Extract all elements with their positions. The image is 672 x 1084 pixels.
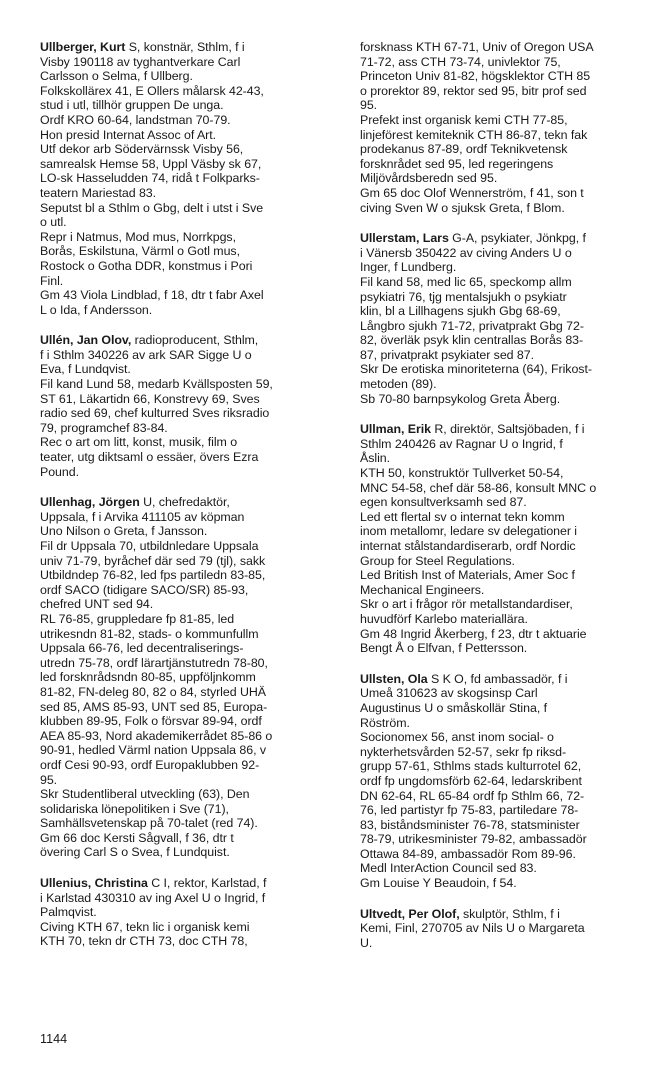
entry-text: Prefekt inst organisk kemi CTH 77-85,: [360, 112, 568, 127]
biography-entry: [40, 876, 335, 949]
entry-text: egen konsultverksamh sed 87.: [360, 495, 527, 510]
entry-text: solidariska lönepolitiken i Sve (71),: [40, 801, 229, 816]
entry-line: [360, 157, 652, 172]
entry-line: [360, 377, 652, 392]
entry-line: [40, 876, 335, 891]
entry-line: [360, 818, 652, 833]
entry-line: [360, 142, 652, 157]
entry-line: [40, 84, 335, 99]
entry-text: 81-82, FN-deleg 80, 82 o 84, styrled UHÄ: [40, 684, 266, 699]
entry-line: [40, 891, 335, 906]
entry-line: [360, 437, 652, 452]
entry-text: forsknass KTH 67-71, Univ of Oregon USA: [360, 40, 594, 54]
entry-line: [360, 451, 652, 466]
entry-line: [40, 421, 335, 436]
entry-line: [40, 920, 335, 935]
entry-text: Borås, Eskilstuna, Värml o Gotl mus,: [40, 244, 240, 259]
entry-line: [360, 246, 652, 261]
entry-line: [360, 774, 652, 789]
entry-line: [40, 362, 335, 377]
entry-text: Princeton Univ 81-82, högsklektor CTH 85: [360, 69, 591, 84]
biography-entry: [40, 495, 335, 860]
entry-line: [360, 466, 652, 481]
entry-text: 71-72, ass CTH 73-74, univlektor 75,: [360, 54, 561, 69]
entry-line: [360, 392, 652, 407]
entry-text: Carlsson o Selma, f Ullberg.: [40, 69, 193, 84]
entry-line: [360, 362, 652, 377]
entry-text: Led British Inst of Materials, Amer Soc f: [360, 568, 575, 583]
entry-text: i Karlstad 430310 av ing Axel U o Ingrid, f: [40, 890, 266, 905]
entry-text: 95.: [360, 98, 378, 113]
entry-text: Seputst bl a Sthlm o Gbg, delt i utst i Sve: [40, 200, 264, 215]
entry-line: [40, 758, 335, 773]
entry-text: radio sed 69, chef kulturred Sves riksradio: [40, 406, 270, 421]
entry-line: [360, 921, 652, 936]
entry-line: [360, 745, 652, 760]
entry-line: [360, 701, 652, 716]
entry-text: 82, överläk psyk klin centrallas Borås 83-: [360, 333, 584, 348]
entry-line: [360, 304, 652, 319]
entry-text: Augustinus U o småskollär Stina, f: [360, 700, 547, 715]
entry-text: Ordf KRO 60-64, landstman 70-79.: [40, 112, 231, 127]
entry-text: psykiatri 76, tjg mentalsjukh o psykiatr: [360, 289, 567, 304]
entry-text: 90-91, hedled Värml nation Uppsala 86, v: [40, 743, 266, 758]
entry-name: Ultvedt, Per Olof,: [360, 906, 460, 921]
entry-text: S K O, fd ambassadör, f i: [427, 671, 568, 686]
entry-line: [40, 495, 335, 510]
entry-line: [360, 201, 652, 216]
entry-line: [360, 832, 652, 847]
entry-text: samrealsk Hemse 58, Uppl Väsby sk 67,: [40, 156, 262, 171]
entry-text: 78-79, utrikesminister 79-82, ambassadör: [360, 832, 587, 847]
entry-text: ordf fp ungdomsförb 62-64, ledarskribent: [360, 773, 582, 788]
entry-line: [40, 142, 335, 157]
entry-line: [360, 55, 652, 70]
entry-line: [40, 392, 335, 407]
entry-line: [40, 714, 335, 729]
entry-line: [40, 670, 335, 685]
entry-text: Medl InterAction Council sed 83.: [360, 861, 537, 876]
entry-text: Ottawa 84-89, ambassadör Rom 89-96.: [360, 846, 576, 861]
entry-text: Visby 190118 av tyghantverkare Carl: [40, 54, 241, 69]
entry-text: Led ett flertal sv o internat tekn komm: [360, 509, 565, 524]
entry-line: [40, 157, 335, 172]
entry-text: Group for Steel Regulations.: [360, 553, 515, 568]
entry-text: sed 85, AMS 85-93, UNT sed 85, Europa-: [40, 699, 268, 714]
entry-line: [360, 730, 652, 745]
entry-line: [40, 773, 335, 788]
entry-line: [40, 128, 335, 143]
entry-line: [360, 422, 652, 437]
entry-line: [40, 186, 335, 201]
entry-line: [360, 171, 652, 186]
entry-text: G-A, psykiater, Jönkpg, f: [448, 231, 586, 246]
entry-text: Åslin.: [360, 451, 390, 466]
entry-text: Pound.: [40, 464, 79, 479]
entry-text: L o Ida, f Andersson.: [40, 302, 153, 317]
entry-text: Röström.: [360, 715, 410, 730]
entry-name: Ullman, Erik: [360, 422, 432, 437]
entry-text: Hon presid Internat Assoc of Art.: [40, 127, 217, 142]
entry-line: [360, 539, 652, 554]
entry-line: [40, 69, 335, 84]
entry-text: forsknrådet sed 95, led regeringens: [360, 156, 554, 171]
entry-text: 87, privatprakt psykiater sed 87.: [360, 347, 534, 362]
entry-text: radioproducent, Sthlm,: [131, 333, 259, 348]
entry-line: [40, 171, 335, 186]
entry-line: [360, 128, 652, 143]
entry-text: utrikesndn 81-82, stads- o kommunfullm: [40, 626, 259, 641]
entry-text: KTH 70, tekn dr CTH 73, doc CTH 78,: [40, 934, 248, 949]
entry-text: teatern Mariestad 83.: [40, 185, 157, 200]
entry-line: [40, 554, 335, 569]
entry-line: [40, 348, 335, 363]
entry-text: Mechanical Engineers.: [360, 582, 485, 597]
biography-entry: [40, 333, 335, 479]
entry-line: [360, 847, 652, 862]
entry-text: prodekanus 87-89, ordf Teknikvetensk: [360, 142, 568, 157]
entry-line: [40, 55, 335, 70]
entry-text: Utf dekor arb Södervärnssk Visby 56,: [40, 142, 244, 157]
entry-line: [40, 377, 335, 392]
entry-text: Umeå 310623 av skogsinsp Carl: [360, 686, 538, 701]
entry-line: [360, 481, 652, 496]
entry-text: Skr o art i frågor rör metallstandardiser,: [360, 597, 573, 612]
entry-line: [40, 230, 335, 245]
entry-line: [360, 275, 652, 290]
entry-line: [360, 583, 652, 598]
entry-text: Miljövårdsberedn sed 95.: [360, 171, 498, 186]
entry-line: [40, 215, 335, 230]
entry-line: [40, 743, 335, 758]
entry-line: [360, 524, 652, 539]
entry-line: [40, 524, 335, 539]
entry-text: Långbro sjukh 71-72, privatprakt Gbg 72-: [360, 318, 584, 333]
entry-name: Ullsten, Ola: [360, 671, 428, 686]
entry-line: [360, 554, 652, 569]
entry-line: [40, 905, 335, 920]
entry-line: [360, 113, 652, 128]
entry-line: [360, 641, 652, 656]
entry-text: Samhällsvetenskap på 70-talet (red 74).: [40, 816, 258, 831]
entry-text: civing Sven W o sjuksk Greta, f Blom.: [360, 200, 565, 215]
entry-text: C I, rektor, Karlstad, f: [147, 876, 267, 891]
entry-text: 79, programchef 83-84.: [40, 420, 168, 435]
entry-text: RL 76-85, gruppledare fp 81-85, led: [40, 611, 235, 626]
biography-entry: [40, 40, 335, 317]
entry-text: Utbildndep 76-82, led fps partiledn 83-85,: [40, 568, 266, 583]
entry-text: Gm 48 Ingrid Åkerberg, f 23, dtr t aktuarie: [360, 626, 587, 641]
entry-text: ST 61, Läkartidn 66, Konstrevy 69, Sves: [40, 391, 260, 406]
entry-line: [360, 231, 652, 246]
entry-text: Fil dr Uppsala 70, utbildnledare Uppsala: [40, 539, 259, 553]
entry-text: MNC 54-58, chef där 58-86, konsult MNC o: [360, 480, 597, 495]
entry-line: [360, 803, 652, 818]
entry-text: i Vänersb 350422 av civing Anders U o: [360, 245, 572, 260]
entry-line: [360, 861, 652, 876]
entry-line: [360, 686, 652, 701]
entry-text: Uno Nilson o Greta, f Jansson.: [40, 524, 208, 539]
entry-text: grupp 57-61, Sthlms stads kulturrotel 62,: [360, 759, 582, 774]
entry-line: [40, 435, 335, 450]
entry-line: [360, 876, 652, 891]
entry-text: U.: [360, 935, 373, 950]
entry-line: [360, 98, 652, 113]
entry-name: Ullén, Jan Olov,: [40, 333, 132, 348]
entry-text: stud i utl, tillhör gruppen De unga.: [40, 98, 224, 113]
entry-line: [360, 597, 652, 612]
entry-text: metoden (89).: [360, 377, 437, 392]
entry-line: [360, 627, 652, 642]
entry-line: [40, 934, 335, 949]
entry-line: [40, 539, 335, 554]
entry-line: [40, 303, 335, 318]
entry-text: Gm Louise Y Beaudoin, f 54.: [360, 876, 517, 891]
entry-text: chefred UNT sed 94.: [40, 597, 154, 612]
entry-text: o prorektor 89, rektor sed 95, bitr prof sed: [360, 83, 587, 98]
entry-line: [40, 406, 335, 421]
entry-line: [40, 40, 335, 55]
entry-line: [360, 759, 652, 774]
biography-entry: [360, 231, 652, 406]
entry-text: Fil kand Lund 58, medarb Kvällsposten 59,: [40, 377, 273, 392]
entry-line: [360, 290, 652, 305]
entry-line: [40, 685, 335, 700]
entry-text: teater, utg diktsaml o essäer, övers Ezra: [40, 450, 259, 465]
entry-text: övering Carl S o Svea, f Lundquist.: [40, 845, 230, 860]
entry-text: DN 62-64, RL 65-84 ordf fp Sthlm 66, 72-: [360, 788, 585, 803]
entry-line: [360, 333, 652, 348]
entry-text: AEA 85-93, Nord akademikerrådet 85-86 o: [40, 728, 273, 743]
entry-text: inom metallomr, ledare sv delegationer i: [360, 524, 578, 539]
entry-line: [40, 831, 335, 846]
entry-line: [360, 510, 652, 525]
entry-line: [360, 936, 652, 951]
entry-text: LO-sk Hasseludden 74, ridå t Folkparks-: [40, 171, 260, 186]
entry-line: [40, 787, 335, 802]
entry-text: Sthlm 240426 av Ragnar U o Ingrid, f: [360, 436, 563, 451]
entry-line: [40, 510, 335, 525]
entry-line: [40, 656, 335, 671]
entry-line: [40, 113, 335, 128]
entry-text: Skr Studentliberal utveckling (63), Den: [40, 787, 250, 802]
entry-text: Inger, f Lundberg.: [360, 260, 457, 275]
entry-text: Sb 70-80 barnpsykolog Greta Åberg.: [360, 391, 561, 406]
biography-entry: [360, 40, 652, 215]
entry-line: [360, 260, 652, 275]
entry-line: [40, 333, 335, 348]
biography-entry: [360, 422, 652, 656]
entry-text: huvudförf Karlebo materiallära.: [360, 611, 528, 626]
entry-text: klin, bl a Lillhagens sjukh Gbg 68-69,: [360, 304, 561, 319]
entry-line: [40, 612, 335, 627]
entry-line: [40, 244, 335, 259]
entry-text: Gm 66 doc Kersti Sågvall, f 36, dtr t: [40, 830, 234, 845]
entry-line: [360, 40, 652, 55]
entry-line: [360, 789, 652, 804]
entry-text: U, chefredaktör,: [139, 495, 230, 510]
entry-text: Palmqvist.: [40, 905, 97, 920]
entry-line: [40, 816, 335, 831]
entry-text: led forsknrådsndn 80-85, uppföljnkomm: [40, 670, 256, 685]
entry-line: [40, 465, 335, 480]
biography-entry: [360, 907, 652, 951]
entry-text: 76, led partistyr fp 75-83, partiledare 78-: [360, 803, 579, 818]
entry-text: ordf SACO (tidigare SACO/SR) 85-93,: [40, 582, 249, 597]
right-column: [360, 40, 652, 966]
entry-name: Ullberger, Kurt: [40, 40, 126, 54]
entry-text: Folkskollärex 41, E Ollers målarsk 42-43,: [40, 83, 264, 98]
entry-text: Skr De erotiska minoriteterna (64), Frikost-: [360, 362, 592, 377]
entry-text: Socionomex 56, anst inom social- o: [360, 730, 554, 745]
entry-line: [360, 568, 652, 583]
entry-line: [40, 700, 335, 715]
entry-text: KTH 50, konstruktör Tullverket 50-54,: [360, 466, 564, 481]
entry-line: [40, 641, 335, 656]
entry-text: univ 71-79, byråchef där sed 79 (tjl), sakk: [40, 553, 266, 568]
entry-text: Repr i Natmus, Mod mus, Norrkpgs,: [40, 229, 236, 244]
entry-line: [360, 612, 652, 627]
entry-line: [40, 568, 335, 583]
entry-text: klubben 89-95, Folk o försvar 89-94, ordf: [40, 714, 262, 729]
entry-text: ordf Cesi 90-93, ordf Europaklubben 92-: [40, 757, 260, 772]
entry-text: Eva, f Lundqvist.: [40, 362, 131, 377]
entry-text: Gm 43 Viola Lindblad, f 18, dtr t fabr Axel: [40, 288, 264, 303]
entry-text: Gm 65 doc Olof Wennerström, f 41, son t: [360, 185, 584, 200]
entry-text: 95.: [40, 772, 58, 787]
entry-name: Ullenhag, Jörgen: [40, 495, 140, 510]
entry-line: [40, 802, 335, 817]
entry-line: [40, 597, 335, 612]
entry-text: R, direktör, Saltsjöbaden, f i: [431, 422, 585, 437]
entry-text: Fil kand 58, med lic 65, speckomp allm: [360, 274, 572, 289]
entry-text: f i Sthlm 340226 av ark SAR Sigge U o: [40, 347, 252, 362]
entry-text: Rec o art om litt, konst, musik, film o: [40, 435, 238, 450]
entry-text: S, konstnär, Sthlm, f i: [125, 40, 245, 54]
entry-text: skulptör, Sthlm, f i: [459, 906, 560, 921]
entry-line: [40, 450, 335, 465]
entry-text: Uppsala 66-76, led decentraliserings-: [40, 641, 244, 656]
left-column: [40, 40, 335, 965]
entry-line: [40, 259, 335, 274]
entry-line: [40, 98, 335, 113]
entry-line: [40, 729, 335, 744]
entry-name: Ullenius, Christina: [40, 876, 148, 891]
entry-text: Civing KTH 67, tekn lic i organisk kemi: [40, 919, 250, 934]
entry-line: [40, 583, 335, 598]
entry-text: Finl.: [40, 273, 64, 288]
entry-line: [40, 845, 335, 860]
entry-name: Ullerstam, Lars: [360, 231, 449, 246]
entry-text: linjeförest kemiteknik CTH 86-87, tekn fak: [360, 127, 588, 142]
entry-line: [360, 84, 652, 99]
biography-entry: [360, 672, 652, 891]
entry-line: [360, 186, 652, 201]
entry-line: [360, 672, 652, 687]
entry-text: Kemi, Finl, 270705 av Nils U o Margareta: [360, 921, 585, 936]
entry-line: [360, 907, 652, 922]
entry-text: nykterhetsvården 52-57, sekr fp riksd-: [360, 744, 567, 759]
entry-line: [40, 201, 335, 216]
entry-line: [360, 716, 652, 731]
page-number: 1144: [40, 1032, 68, 1046]
entry-text: internat stålstandardiserarb, ordf Nordic: [360, 539, 576, 553]
entry-text: Bengt Å o Elfvan, f Pettersson.: [360, 641, 528, 656]
entry-text: utredn 75-78, ordf lärartjänstutredn 78-80,: [40, 655, 268, 670]
entry-line: [360, 319, 652, 334]
entry-text: 83, biståndsminister 76-78, statsminister: [360, 817, 580, 832]
entry-text: Uppsala, f i Arvika 411105 av köpman: [40, 509, 245, 524]
entry-text: o utl.: [40, 215, 67, 230]
entry-line: [360, 495, 652, 510]
entry-line: [360, 69, 652, 84]
entry-line: [40, 627, 335, 642]
entry-line: [360, 348, 652, 363]
entry-line: [40, 288, 335, 303]
entry-line: [40, 274, 335, 289]
entry-text: Rostock o Gotha DDR, konstmus i Pori: [40, 258, 253, 273]
